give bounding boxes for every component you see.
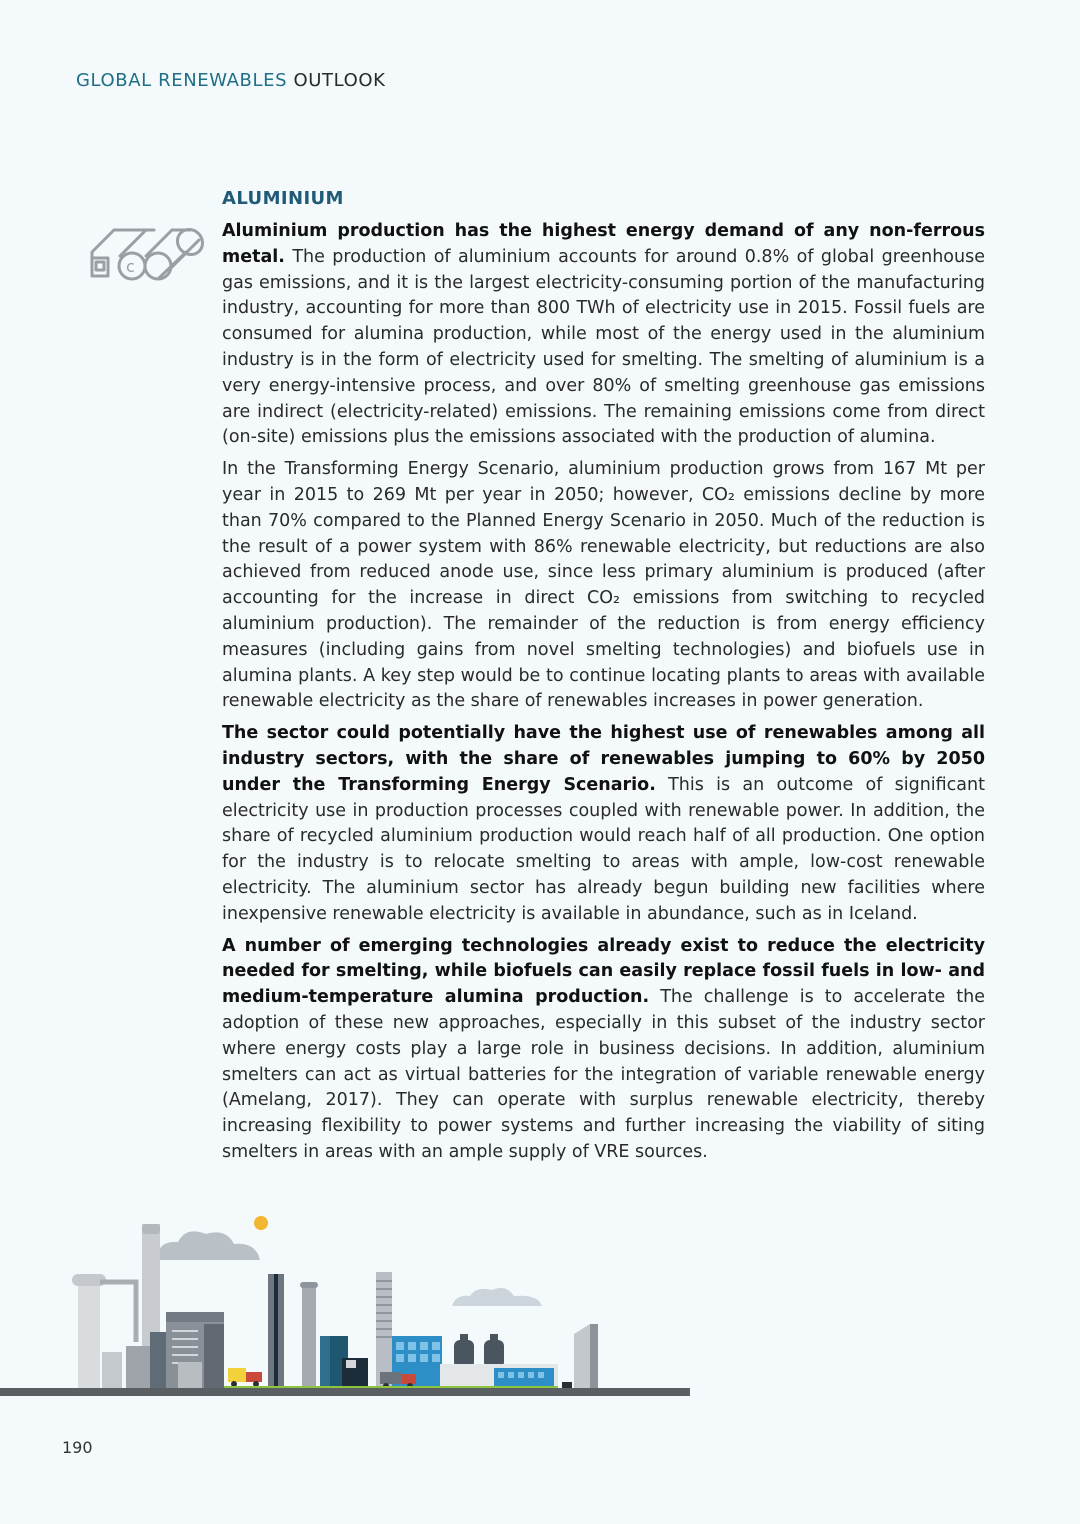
page-number: 190 <box>62 1438 93 1457</box>
paragraph-lead: Aluminium production has the highest energy demand of any non-ferrous metal. <box>222 221 985 267</box>
header-rest: OUTLOOK <box>287 70 386 91</box>
aluminium-rolls-icon <box>86 222 206 286</box>
paragraph-text: The production of aluminium accounts for around 0.8% of global greenhouse gas emissions, and it is the largest electricity-consuming portion of the manufacturing industry, accounting for more than 800 TWh of electricity use in 2015. Fossil fuels are consumed for alumina production, while most of the energy used in the aluminium industry is in the form of electricity used for smelting. The smelting of aluminium is a very energy-intensive process, and over 80% of smelting greenhouse gas emissions are indirect (electricity-related) emissions. The remaining emissions come from direct (on-site) emissions plus the emissions associated with the production of alumina. <box>222 246 985 448</box>
paragraph-lead: The sector could potentially have the highest use of renewables among all industry sectors, with the share of renewables jumping to 60% by 2050 under the Transforming Energy Scenario. <box>222 723 985 795</box>
paragraph <box>222 721 985 927</box>
paragraph-text: The challenge is to accelerate the adoption of these new approaches, especially in this subset of the industry sector where energy costs play a large role in business decisions. In addition, aluminium smelters can act as virtual batteries for the integration of variable renewable energy (Amelang, 2017). They can operate with surplus renewable electricity, thereby increasing flexibility to power systems and further increasing the viability of siting smelters in areas with an ample supply of VRE sources. <box>222 987 985 1162</box>
paragraph-text: In the Transforming Energy Scenario, aluminium production grows from 167 Mt per year in 2015 to 269 Mt per year in 2050; however, CO₂ emissions decline by more than 70% compared to the Planned Energy Scenario in 2050. Much of the reduction is the result of a power system with 86% renewable electricity, but reductions are also achieved from reduced anode use, since less primary aluminium is produced (after accounting for the increase in direct CO₂ emissions from switching to recycled aluminium production). The remainder of the reduction is from energy efficiency measures (including gains from novel smelting technologies) and biofuels use in alumina plants. A key step would be to continue locating plants to areas with available renewable electricity as the share of renewables increases in power generation. <box>222 459 985 712</box>
header-brand: GLOBAL RENEWABLES <box>76 70 288 91</box>
running-header <box>76 70 386 91</box>
industrial-plant-illustration <box>0 1212 690 1402</box>
svg-text:c: c <box>126 257 135 276</box>
body-text <box>222 219 985 1172</box>
paragraph-lead: A number of emerging technologies already exist to reduce the electricity needed for smelting, while biofuels can easily replace fossil fuels in low- and medium-temperature alumina production. <box>222 935 985 1008</box>
paragraph <box>222 457 985 715</box>
paragraph <box>222 219 985 451</box>
paragraph <box>222 934 985 1166</box>
paragraph-text: This is an outcome of significant electricity use in production processes coupled with renewable power. In addition, the share of recycled aluminium production would reach half of all production. One option for the industry is to relocate smelting to areas with ample, low-cost renewable electricity. The aluminium sector has already begun building new facilities where inexpensive renewable electricity is available in abundance, such as in Iceland. <box>222 774 985 924</box>
section-title: ALUMINIUM <box>222 188 344 209</box>
